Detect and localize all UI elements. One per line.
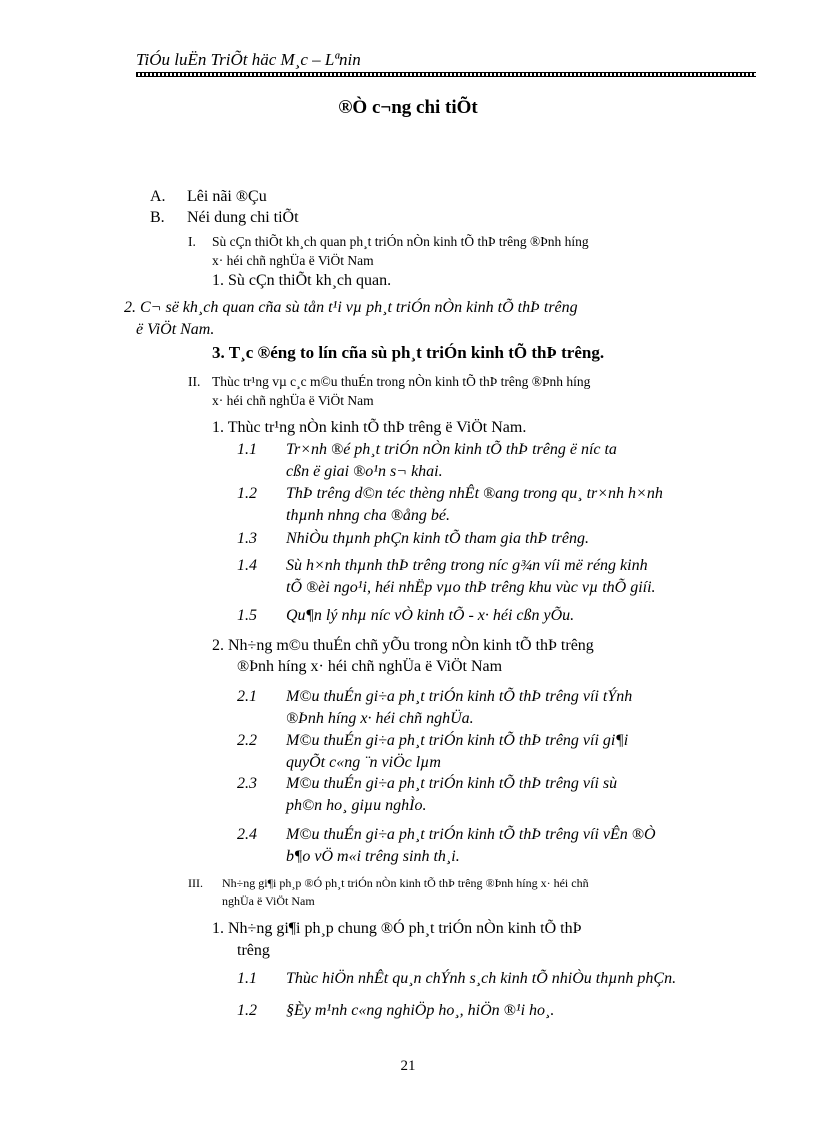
list-item-text: ph©n ho¸ giµu nghÌo. bbox=[286, 797, 427, 814]
section-iii-line2: nghÜa ë ViÖt Nam bbox=[222, 894, 315, 908]
list-item-text: Qu¶n lý nhµ níc vÒ kinh tÕ - x· héi cßn yÕu. bbox=[286, 607, 575, 624]
list-item-text: Thùc hiÖn nhÊt qu¸n chÝnh s¸ch kinh tÕ nhiÒu thµnh phÇn. bbox=[286, 970, 677, 987]
section-iii-marker: III. bbox=[188, 876, 203, 890]
section-i-3: 3. T¸c ®éng to lín cña sù ph¸t triÓn kinh tÕ thÞ trêng. bbox=[212, 343, 605, 362]
section-i-1: 1. Sù cÇn thiÕt kh¸ch quan. bbox=[212, 272, 392, 289]
list-item-number: 1.2 bbox=[237, 1002, 257, 1019]
list-item-text: quyÕt c«ng ¨n viÖc lµm bbox=[286, 754, 441, 771]
outline-marker-a: A. bbox=[150, 188, 166, 205]
section-iii-1-line2: trêng bbox=[237, 942, 270, 959]
list-item-text: §Èy m¹nh c«ng nghiÖp ho¸, hiÖn ®¹i ho¸. bbox=[286, 1002, 555, 1019]
page-title: ®Ò c¬ng chi tiÕt bbox=[338, 97, 478, 118]
list-item-text: M©u thuÉn gi÷a ph¸t triÓn kinh tÕ thÞ trêng víi vÊn ®Ò bbox=[286, 826, 656, 843]
page-number: 21 bbox=[400, 1058, 416, 1074]
list-item-number: 1.3 bbox=[237, 530, 257, 547]
list-item-text: cßn ë giai ®o¹n s¬ khai. bbox=[286, 463, 443, 480]
list-item-number: 2.4 bbox=[237, 826, 257, 843]
list-item-number: 1.5 bbox=[237, 607, 257, 624]
section-ii-line2: x· héi chñ nghÜa ë ViÖt Nam bbox=[212, 393, 374, 408]
header-title: TiÓu luËn TriÕt häc M¸c – Lªnin bbox=[136, 50, 361, 69]
section-i-marker: I. bbox=[188, 234, 196, 249]
section-i-line1: Sù cÇn thiÕt kh¸ch quan ph¸t triÓn nÒn kinh tÕ thÞ trêng ®Þnh híng bbox=[212, 234, 589, 249]
section-ii-2-line1: 2. Nh÷ng m©u thuÉn chñ yÕu trong nÒn kinh tÕ thÞ trêng bbox=[212, 637, 594, 654]
section-ii-marker: II. bbox=[188, 374, 201, 389]
list-item-text: NhiÒu thµnh phÇn kinh tÕ tham gia thÞ trêng. bbox=[286, 530, 589, 547]
list-item-number: 1.1 bbox=[237, 970, 257, 987]
header-rule bbox=[136, 72, 756, 77]
list-item-text: Sù h×nh thµnh thÞ trêng trong níc g¾n víi më réng kinh bbox=[286, 557, 648, 574]
outline-marker-b: B. bbox=[150, 209, 165, 226]
section-i-2-line2: ë ViÖt Nam. bbox=[136, 321, 215, 338]
list-item-number: 2.2 bbox=[237, 732, 257, 749]
list-item-text: b¶o vÖ m«i trêng sinh th¸i. bbox=[286, 848, 460, 865]
section-i-2-line1: 2. C¬ së kh¸ch quan cña sù tån t¹i vµ ph¸t triÓn nÒn kinh tÕ thÞ trêng bbox=[124, 299, 578, 316]
list-item-number: 1.1 bbox=[237, 441, 257, 458]
list-item-text: ®Þnh híng x· héi chñ nghÜa. bbox=[286, 710, 474, 727]
list-item-number: 1.2 bbox=[237, 485, 257, 502]
list-item-text: M©u thuÉn gi÷a ph¸t triÓn kinh tÕ thÞ trêng víi sù bbox=[286, 775, 618, 792]
outline-item-a: Lêi nãi ®Çu bbox=[187, 188, 267, 205]
outline-item-b: Néi dung chi tiÕt bbox=[187, 209, 299, 226]
list-item-number: 1.4 bbox=[237, 557, 257, 574]
list-item-text: M©u thuÉn gi÷a ph¸t triÓn kinh tÕ thÞ trêng víi tÝnh bbox=[286, 688, 633, 705]
section-i-line2: x· héi chñ nghÜa ë ViÖt Nam bbox=[212, 253, 374, 268]
list-item-number: 2.1 bbox=[237, 688, 257, 705]
list-item-text: Tr×nh ®é ph¸t triÓn nÒn kinh tÕ thÞ trêng ë níc ta bbox=[286, 441, 617, 458]
list-item-text: tÕ ®èi ngo¹i, héi nhËp vµo thÞ trêng khu vùc vµ thÕ giíi. bbox=[286, 579, 656, 596]
section-ii-line1: Thùc tr¹ng vµ c¸c m©u thuÉn trong nÒn kinh tÕ thÞ trêng ®Þnh híng bbox=[212, 374, 591, 389]
section-iii-1-line1: 1. Nh÷ng gi¶i ph¸p chung ®Ó ph¸t triÓn nÒn kinh tÕ thÞ bbox=[212, 920, 582, 937]
list-item-text: thµnh nhng cha ®ång bé. bbox=[286, 507, 451, 524]
list-item-number: 2.3 bbox=[237, 775, 257, 792]
list-item-text: ThÞ trêng d©n téc thèng nhÊt ®ang trong qu¸ tr×nh h×nh bbox=[286, 485, 663, 502]
section-ii-1: 1. Thùc tr¹ng nÒn kinh tÕ thÞ trêng ë ViÖt Nam. bbox=[212, 419, 527, 436]
list-item-text: M©u thuÉn gi÷a ph¸t triÓn kinh tÕ thÞ trêng víi gi¶i bbox=[286, 732, 629, 749]
section-ii-2-line2: ®Þnh híng x· héi chñ nghÜa ë ViÖt Nam bbox=[237, 658, 503, 675]
section-iii-line1: Nh÷ng gi¶i ph¸p ®Ó ph¸t triÓn nÒn kinh tÕ thÞ trêng ®Þnh híng x· héi chñ bbox=[222, 876, 589, 890]
